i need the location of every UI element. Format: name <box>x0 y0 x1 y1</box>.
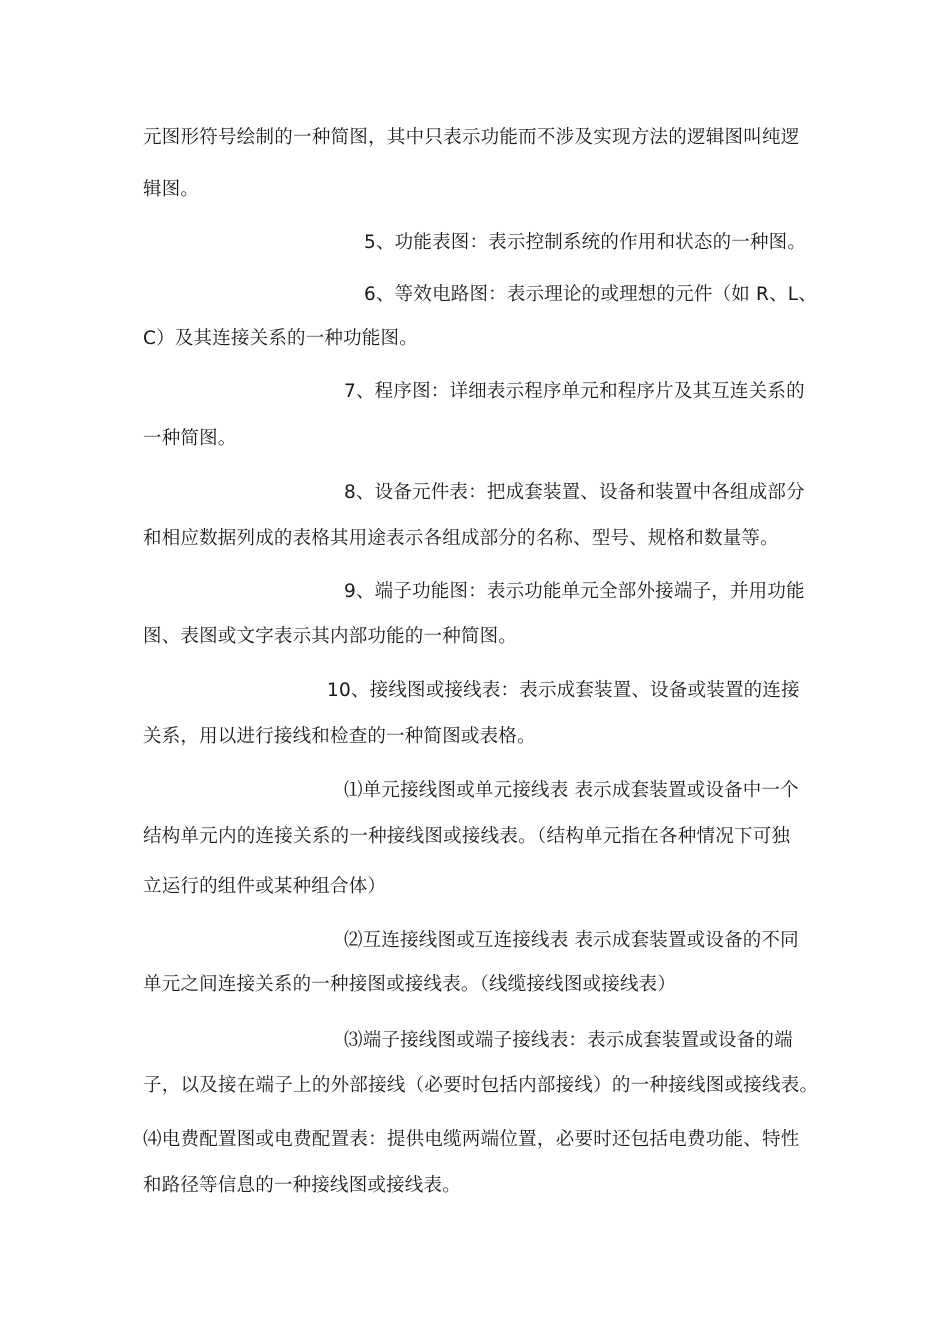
text-line: 结构单元内的连接关系的一种接线图或接线表。（结构单元指在各种情况下可独 <box>143 826 791 847</box>
subitem-2-line: ⑵互连接线图或互连接线表 表示成套装置或设备的不同 <box>344 930 799 951</box>
item-9-line: 9、端子功能图：表示功能单元全部外接端子，并用功能 <box>344 581 805 602</box>
text-line: 和路径等信息的一种接线图或接线表。 <box>143 1175 461 1196</box>
text-line: 元图形符号绘制的一种简图，其中只表示功能而不涉及实现方法的逻辑图叫纯逻 <box>143 127 800 148</box>
item-10-line: 10、接线图或接线表：表示成套装置、设备或装置的连接 <box>327 680 800 701</box>
text-line: 一种简图。 <box>143 428 237 449</box>
item-8-line: 8、设备元件表：把成套装置、设备和装置中各组成部分 <box>344 482 805 503</box>
text-line: 和相应数据列成的表格其用途表示各组成部分的名称、型号、规格和数量等。 <box>143 528 779 549</box>
item-5-line: 5、功能表图：表示控制系统的作用和状态的一种图。 <box>364 232 807 253</box>
subitem-1-line: ⑴单元接线图或单元接线表 表示成套装置或设备中一个 <box>344 780 799 801</box>
text-line: C）及其连接关系的一种功能图。 <box>143 328 418 349</box>
subitem-3-line: ⑶端子接线图或端子接线表：表示成套装置或设备的端 <box>344 1030 793 1051</box>
text-line: 立运行的组件或某种组合体） <box>143 876 387 897</box>
item-7-line: 7、程序图：详细表示程序单元和程序片及其互连关系的 <box>344 381 805 402</box>
subitem-4-line: ⑷电费配置图或电费配置表：提供电缆两端位置，必要时还包括电费功能、特性 <box>143 1129 800 1150</box>
item-6-line: 6、等效电路图：表示理论的或理想的元件（如 R、L、 <box>364 284 818 305</box>
text-line: 图、表图或文字表示其内部功能的一种简图。 <box>143 626 518 647</box>
text-line: 子，以及接在端子上的外部接线（必要时包括内部接线）的一种接线图或接线表。 <box>143 1075 819 1096</box>
text-line: 关系，用以进行接线和检查的一种简图或表格。 <box>143 726 536 747</box>
text-line: 辑图。 <box>143 179 200 200</box>
text-line: 单元之间连接关系的一种接图或接线表。（线缆接线图或接线表） <box>143 974 677 995</box>
